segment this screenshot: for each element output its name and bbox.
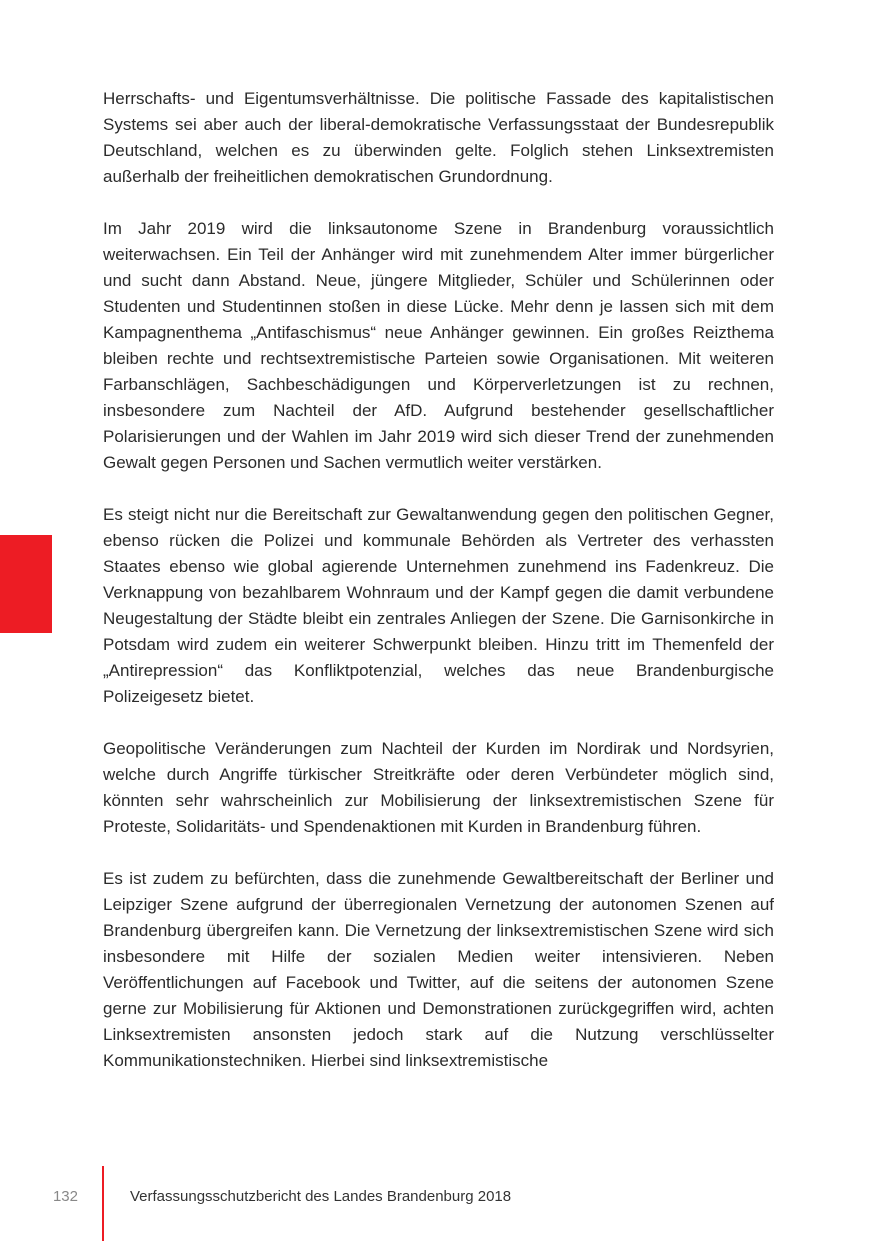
paragraph-2: Im Jahr 2019 wird die linksautonome Szene in Brandenburg voraussichtlich weiterwachsen. Ein Teil der Anhänger wird mit zunehmendem Alter immer bürgerlicher und sucht dann Abstand. Neue, jüngere Mitglieder, Schüler und Schülerinnen oder Studenten und Studentinnen stoßen in diese Lücke. Mehr denn je lassen sich mit dem Kampagnenthema „Antifaschismus“ neue Anhänger gewinnen. Ein großes Reizthema bleiben rechte und rechtsextremistische Parteien sowie Organisationen. Mit weiteren Farbanschlägen, Sachbeschädigungen und Körperverletzungen ist zu rechnen, insbesondere zum Nachteil der AfD. Aufgrund bestehender gesellschaftlicher Polarisierungen und der Wahlen im Jahr 2019 wird sich dieser Trend der zunehmenden Gewalt gegen Personen und Sachen vermutlich weiter verstärken. xyxy=(103,219,774,472)
paragraph-5: Es ist zudem zu befürchten, dass die zunehmende Gewaltbereitschaft der Berliner und Leipziger Szene aufgrund der überregionalen Vernetzung der autonomen Szenen auf Brandenburg übergreifen kann. Die Vernetzung der linksextremistischen Szene wird sich insbesondere mit Hilfe der sozialen Medien weiter intensivieren. Neben Veröffentlichungen auf Facebook und Twitter, auf die seitens der autonomen Szene gerne zur Mobilisierung für Aktionen und Demonstrationen zurückgegriffen wird, achten Linksextremisten ansonsten jedoch stark auf die Nutzung verschlüsselter Kommunikationstechniken. Hierbei sind linksextremistische xyxy=(103,869,774,1070)
paragraph-1: Herrschafts- und Eigentumsverhältnisse. Die politische Fassade des kapitalistischen Systems sei aber auch der liberal-demokratische Verfassungsstaat der Bundesrepublik Deutschland, welchen es zu überwinden gelte. Folglich stehen Linksextremisten außerhalb der freiheitlichen demokratischen Grundordnung. xyxy=(103,89,774,186)
page-number: 132 xyxy=(52,1188,78,1205)
body-text xyxy=(103,86,774,1100)
paragraph-4: Geopolitische Veränderungen zum Nachteil der Kurden im Nordirak und Nordsyrien, welche durch Angriffe türkischer Streitkräfte oder deren Verbündeter möglich sind, könnten sehr wahrscheinlich zur Mobilisierung der linksextremistischen Szene für Proteste, Solidaritäts- und Spendenaktionen mit Kurden in Brandenburg führen. xyxy=(103,739,774,836)
running-title: Verfassungsschutzbericht des Landes Brandenburg 2018 xyxy=(130,1188,512,1205)
chapter-marker-tab xyxy=(0,535,52,633)
footer-divider xyxy=(102,1166,104,1241)
paragraph-3: Es steigt nicht nur die Bereitschaft zur Gewaltanwendung gegen den politischen Gegner, ebenso rücken die Polizei und kommunale Behörden als Vertreter des verhassten Staates ebenso wie global agierende Unternehmen zunehmend ins Fadenkreuz. Die Verknappung von bezahlbarem Wohnraum und der Kampf gegen die damit verbundene Neugestaltung der Städte bleibt ein zentrales Anliegen der Szene. Die Garnisonkirche in Potsdam wird zudem ein weiterer Schwerpunkt bleiben. Hinzu tritt im Themenfeld der „Antirepression“ das Konfliktpotenzial, welches das neue Brandenburgische Polizeigesetz bietet. xyxy=(103,505,774,706)
